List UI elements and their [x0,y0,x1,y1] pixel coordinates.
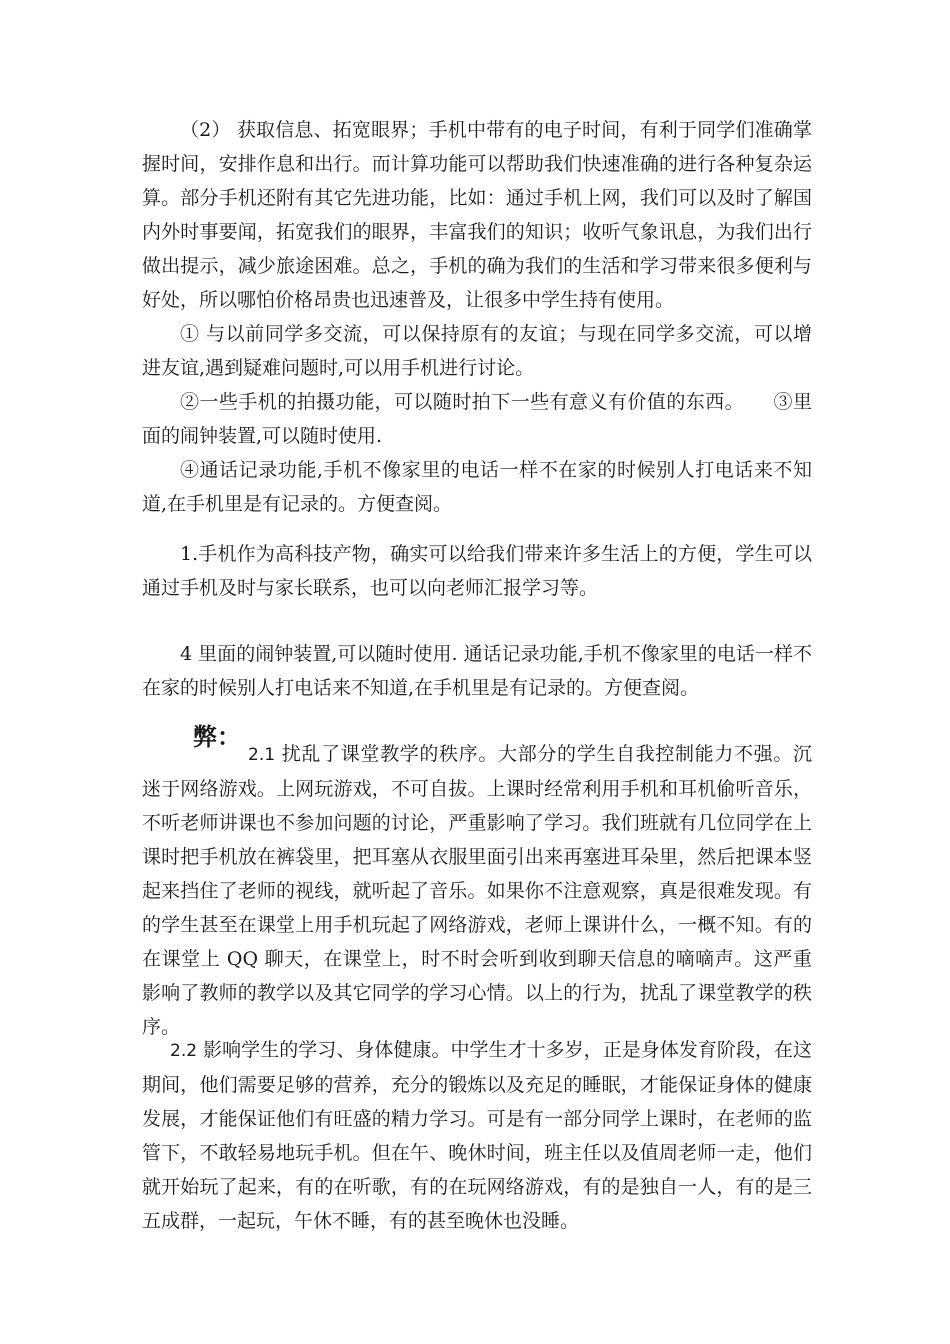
section-number: 2.2 [170,1041,198,1061]
paragraph-advantage-4: ④通话记录功能,手机不像家里的电话一样不在家的时候别人打电话来不知道,在手机里是有记录的。方便查阅。 [142,459,812,515]
section-number: 2.1 [248,745,276,765]
paragraph-point-1: 1.手机作为高科技产物，确实可以给我们带来许多生活上的方便，学生可以通过手机及时与家长联系，也可以向老师汇报学习等。 [142,543,812,599]
section-heading-disadvantages: 弊： [193,722,241,751]
paragraph-advantage-2-3: ②一些手机的拍摄功能，可以随时拍下一些有意义有价值的东西。 ③里面的闹钟装置,可以随时使用. [142,391,812,447]
paragraph-text: 影响学生的学习、身体健康。中学生才十多岁，正是身体发育阶段，在这期间，他们需要足够的营养，充分的锻炼以及充足的睡眠，才能保证身体的健康发展，才能保证他们有旺盛的精力学习。可是有一部分同学上课时，在老师的监管下，不敢轻易地玩手机。但在午、晚休时间，班主任以及值周老师一走，他们就开始玩了起来，有的在听歌，有的在玩网络游戏，有的是独自一人，有的是三五成群，一起玩，午休不睡，有的甚至晚休也没睡。 [142,1039,812,1232]
paragraph-advantage-info: （2） 获取信息、拓宽眼界；手机中带有的电子时间，有利于同学们准确掌握时间，安排作息和出行。而计算功能可以帮助我们快速准确的进行各种复杂运算。部分手机还附有其它先进功能，比如：通过手机上网，我们可以及时了解国内外时事要闻，拓宽我们的眼界，丰富我们的知识；收听气象讯息，为我们出行做出提示，减少旅途困难。总之，手机的确为我们的生活和学习带来很多便利与好处，所以哪怕价格昂贵也迅速普及，让很多中学生持有使用。 [142,119,812,311]
paragraph-advantage-1: ① 与以前同学多交流，可以保持原有的友谊；与现在同学多交流，可以增进友谊,遇到疑难问题时,可以用手机进行讨论。 [142,323,812,379]
paragraph-disadvantage-2-1 [142,737,812,1044]
paragraph-point-4: 4 里面的闹钟装置,可以随时使用. 通话记录功能,手机不像家里的电话一样不在家的时候别人打电话来不知道,在手机里是有记录的。方便查阅。 [142,643,812,699]
paragraph-text: 扰乱了课堂教学的秩序。大部分的学生自我控制能力不强。沉迷于网络游戏。上网玩游戏，不可自拔。上课时经常利用手机和耳机偷听音乐，不听老师讲课也不参加问题的讨论，严重影响了学习。我们班就有几位同学在上课时把手机放在裤袋里，把耳塞从衣服里面引出来再塞进耳朵里，然后把课本竖起来挡住了老师的视线，就听起了音乐。如果你不注意观察，真是很难发现。有的学生甚至在课堂上用手机玩起了网络游戏，老师上课讲什么，一概不知。有的在课堂上 QQ 聊天，在课堂上，时不时会听到收到聊天信息的嘀嘀声。这严重影响了教师的教学以及其它同学的学习心情。以上的行为，扰乱了课堂教学的秩序。 [142,743,812,1038]
paragraph-disadvantage-2-2 [142,1033,812,1238]
